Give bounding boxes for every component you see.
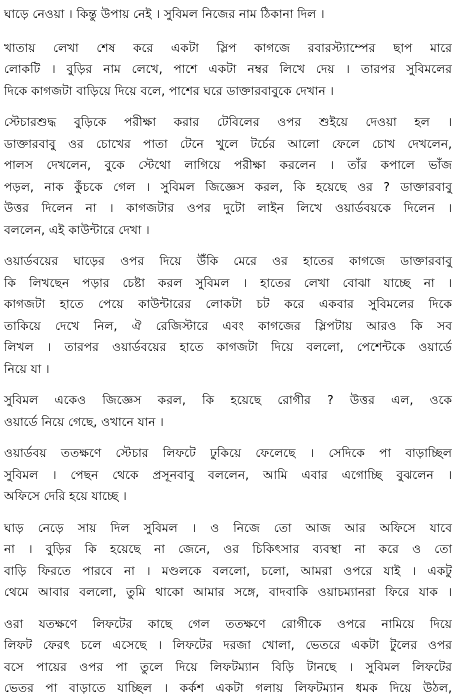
text-line: লোকটি । বুড়ির নাম লেখে, পাশে একটা নম্বর লিখে দেয় । তারপর সুবিমলের <box>4 62 452 76</box>
text-line: ভেতর পা বাড়াতে যাচ্ছিল । কর্কশ একটা গলায় লিফটম্যান ধমক দিয়ে উঠল, <box>4 681 452 695</box>
paragraph-2 <box>4 38 452 103</box>
text-line: ওয়ার্ডে নিয়ে গেছে, ওখানে যান । <box>4 414 164 429</box>
paragraph-5 <box>4 390 452 433</box>
text-line: লিখল । তারপর ওয়ার্ডবয়ের হাতে কাগজটা দিয়ে বললো, পেশেন্টকে ওয়ার্ডে <box>4 340 452 354</box>
text-line: সুবিমল । পেছন থেকে প্রসূনবাবু বললেন, আমি এবার এগোচ্ছি বুঝলেন । <box>4 467 452 482</box>
text-line: ঘাড়ে নেওয়া । কিন্তু উপায় নেই । সুবিমল নিজের নাম ঠিকানা দিল । <box>4 7 325 21</box>
text-line: অফিসে দেরি হয়ে যাচ্ছে । <box>4 489 127 503</box>
text-line: দিকে কাগজটা বাড়িয়ে দিয়ে বলে, পাশের ঘরে ডাক্তারবাবুকে দেখান । <box>4 83 334 98</box>
paragraph-8 <box>4 614 452 700</box>
text-line: তাকিয়ে দেখে নিল, ঐ রেজিস্টারে এবং কাগজের স্লিপটায় আরও কি সব <box>4 318 452 333</box>
paragraph-1 <box>4 4 452 26</box>
text-line: লিফট ফেরৎ চলে এসেছে । লিফটের দরজা খোলা, ভেতরে একটা টুলের ওপর <box>4 638 452 652</box>
text-line: স্টেচারশুদ্ধ বুড়িকে পরীক্ষা করার টেবিলের ওপর শুইয়ে দেওয়া হল । <box>4 115 452 129</box>
paragraph-4 <box>4 251 452 380</box>
text-line: থেমে আবার বললো, তুমি থাকো আমার সঙ্গে, বাদবাকি ওয়াচম্যানরা ফিরে যাক । <box>4 585 452 599</box>
text-line: বাড়ি ফিরতে পারবে না । মণ্ডলকে বললো, চলো, আমরা ওপরে যাই । একটু <box>4 563 452 578</box>
text-line: ওয়ার্ডবয় ততক্ষণে স্টেচার লিফটে ঢুকিয়ে ফেলেছে । সেদিকে পা বাড়াচ্ছিল <box>4 446 452 460</box>
text-line: বললেন, এই কাউন্টারে দেখা । <box>4 222 150 237</box>
text-line: ডাক্তারবাবু ওর চোখের পাতা টেনে খুলে টর্চের আলো ফেলে চোখ দেখলেন, <box>4 136 452 151</box>
text-line: সুবিমল একেও জিজ্ঞেস করল, কি হয়েছে রোগীর ? উত্তর এল, ওকে <box>4 393 452 407</box>
paragraph-6 <box>4 443 452 508</box>
text-line: পড়ল, নাক কুঁচকে গেল । সুবিমল জিজ্ঞেস করল, কি হয়েছে ওর ? ডাক্তারবাবু <box>4 179 452 194</box>
text-line: নিয়ে যা । <box>4 361 50 376</box>
text-line: ওরা যতক্ষণে লিফটের কাছে গেল ততক্ষণে রোগীকে ওপরে নামিয়ে দিয়ে <box>4 616 452 631</box>
text-line: উত্তর দিলেন না । কাগজটার ওপর দুটো লাইন লিখে ওয়ার্ডবয়কে দিলেন । <box>4 201 452 215</box>
paragraph-7 <box>4 518 452 604</box>
text-line: পালস দেখলেন, বুকে স্টেথো লাগিয়ে পরীক্ষা করলেন । তাঁর কপালে ভাঁজ <box>4 158 452 172</box>
text-line: কাগজটা হাতে পেয়ে কাউন্টারের লোকটা চট করে একবার সুবিমলের দিকে <box>4 297 452 311</box>
text-line: বসে পায়ের ওপর পা তুলে দিয়ে লিফটম্যান বিড়ি টানছে । সুবিমল লিফটের <box>4 659 452 674</box>
paragraph-3 <box>4 112 452 241</box>
text-line: ঘাড় নেড়ে সায় দিল সুবিমল । ও নিজে তো আজ আর অফিসে যাবে <box>4 520 452 535</box>
text-line: না । বুড়ির কি হয়েছে না জেনে, ওর চিকিৎসার ব্যবস্থা না করে ও তো <box>4 542 452 556</box>
text-line: খাতায় লেখা শেষ করে একটা স্লিপ কাগজে রবারস্ট্যাম্পের ছাপ মারে <box>4 40 452 55</box>
text-line: কি লিখছেন পড়ার চেষ্টা করল সুবিমল । হাতের লেখা বোঝা যাচ্ছে না । <box>4 275 452 290</box>
text-line: ওয়ার্ডবয়ের ঘাড়ের ওপর দিয়ে উঁকি মেরে ওর হাতের কাগজে ডাক্তারবাবু <box>4 254 452 268</box>
